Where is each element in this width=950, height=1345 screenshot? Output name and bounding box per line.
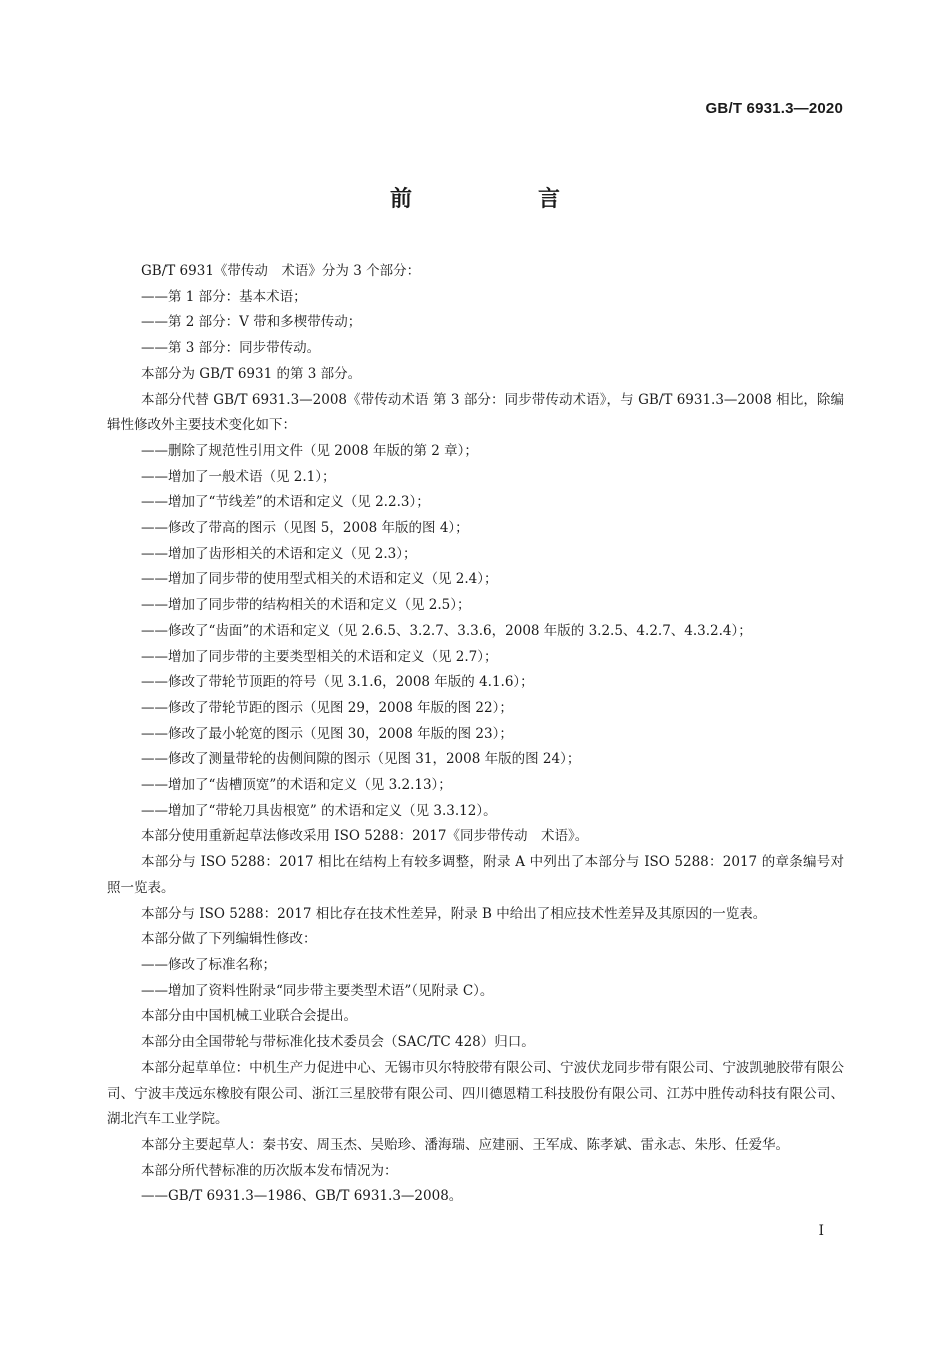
list-item: ——增加了同步带的使用型式相关的术语和定义（见 2.4）； [141, 571, 498, 588]
list-item: ——增加了资料性附录“同步带主要类型术语”（见附录 C）。 [141, 982, 494, 999]
list-item: ——修改了最小轮宽的图示（见图 30，2008 年版的图 23）； [141, 725, 513, 742]
paragraph: 本部分由中国机械工业联合会提出。 [141, 1008, 357, 1025]
list-item: ——增加了同步带的主要类型相关的术语和定义（见 2.7）； [141, 648, 498, 665]
page-number: I [818, 1223, 824, 1239]
paragraph: 本部分使用重新起草法修改采用 ISO 5288：2017《同步带传动 术语》。 [141, 828, 589, 845]
list-item: ——删除了规范性引用文件（见 2008 年版的第 2 章）； [141, 442, 478, 459]
list-item: ——增加了齿形相关的术语和定义（见 2.3）； [141, 545, 417, 562]
list-item: ——增加了“带轮刀具齿根宽” 的术语和定义（见 3.3.12）。 [141, 802, 497, 819]
list-item: ——GB/T 6931.3—1986、GB/T 6931.3—2008。 [141, 1188, 463, 1205]
list-item: ——修改了带高的图示（见图 5，2008 年版的图 4）； [141, 520, 469, 537]
list-item: ——修改了“齿面”的术语和定义（见 2.6.5、3.2.7、3.3.6，2008 年版的 3.2.5、4.2.7、4.3.2.4）； [141, 622, 752, 639]
paragraph: 本部分与 ISO 5288：2017 相比存在技术性差异，附录 B 中给出了相应技术性差异及其原因的一览表。 [141, 905, 767, 922]
list-item: ——第 1 部分：基本术语； [141, 288, 307, 305]
list-item: ——增加了一般术语（见 2.1）； [141, 468, 336, 485]
list-item: ——第 3 部分：同步带传动。 [141, 340, 321, 357]
list-item: ——修改了带轮节距的图示（见图 29，2008 年版的图 22）； [141, 699, 513, 716]
paragraph: GB/T 6931《带传动 术语》分为 3 个部分： [141, 263, 421, 279]
paragraph: 本部分为 GB/T 6931 的第 3 部分。 [141, 365, 362, 382]
paragraph: 本部分起草单位：中机生产力促进中心、无锡市贝尔特胶带有限公司、宁波伏龙同步带有限公司、宁波凯驰胶带有限公司、宁波丰茂远东橡胶有限公司、浙江三星胶带有限公司、四川德恩精工科技股份有限公司、江苏中胜传动科技有限公司、湖北汽车工业学院。 [107, 1059, 844, 1128]
list-item: ——增加了同步带的结构相关的术语和定义（见 2.5）； [141, 597, 471, 614]
paragraph: 本部分与 ISO 5288：2017 相比在结构上有较多调整，附录 A 中列出了本部分与 ISO 5288：2017 的章条编号对照一览表。 [107, 854, 844, 896]
standard-code: GB/T 6931.3—2020 [705, 100, 843, 117]
list-item: ——修改了测量带轮的齿侧间隙的图示（见图 31，2008 年版的图 24）； [141, 751, 581, 768]
paragraph: 本部分所代替标准的历次版本发布情况为： [141, 1162, 398, 1179]
list-item: ——第 2 部分：V 带和多楔带传动； [141, 314, 362, 331]
paragraph: 本部分由全国带轮与带标准化技术委员会（SAC/TC 428）归口。 [141, 1034, 535, 1051]
paragraph: 本部分主要起草人：秦书安、周玉杰、吴贻珍、潘海瑞、应建丽、王军成、陈孝斌、雷永志、朱彤、任爱华。 [141, 1136, 789, 1153]
page-title: 前 言 [389, 187, 612, 212]
list-item: ——修改了带轮节顶距的符号（见 3.1.6，2008 年版的 4.1.6）； [141, 674, 534, 691]
list-item: ——修改了标准名称； [141, 956, 276, 973]
paragraph: 本部分做了下列编辑性修改： [141, 931, 317, 948]
paragraph: 本部分代替 GB/T 6931.3—2008《带传动术语 第 3 部分：同步带传动术语》，与 GB/T 6931.3—2008 相比，除编辑性修改外主要技术变化如下： [107, 391, 844, 434]
list-item: ——增加了“齿槽顶宽”的术语和定义（见 3.2.13）； [141, 777, 452, 794]
list-item: ——增加了“节线差”的术语和定义（见 2.2.3）； [141, 494, 430, 511]
foreword-body [107, 259, 844, 1210]
